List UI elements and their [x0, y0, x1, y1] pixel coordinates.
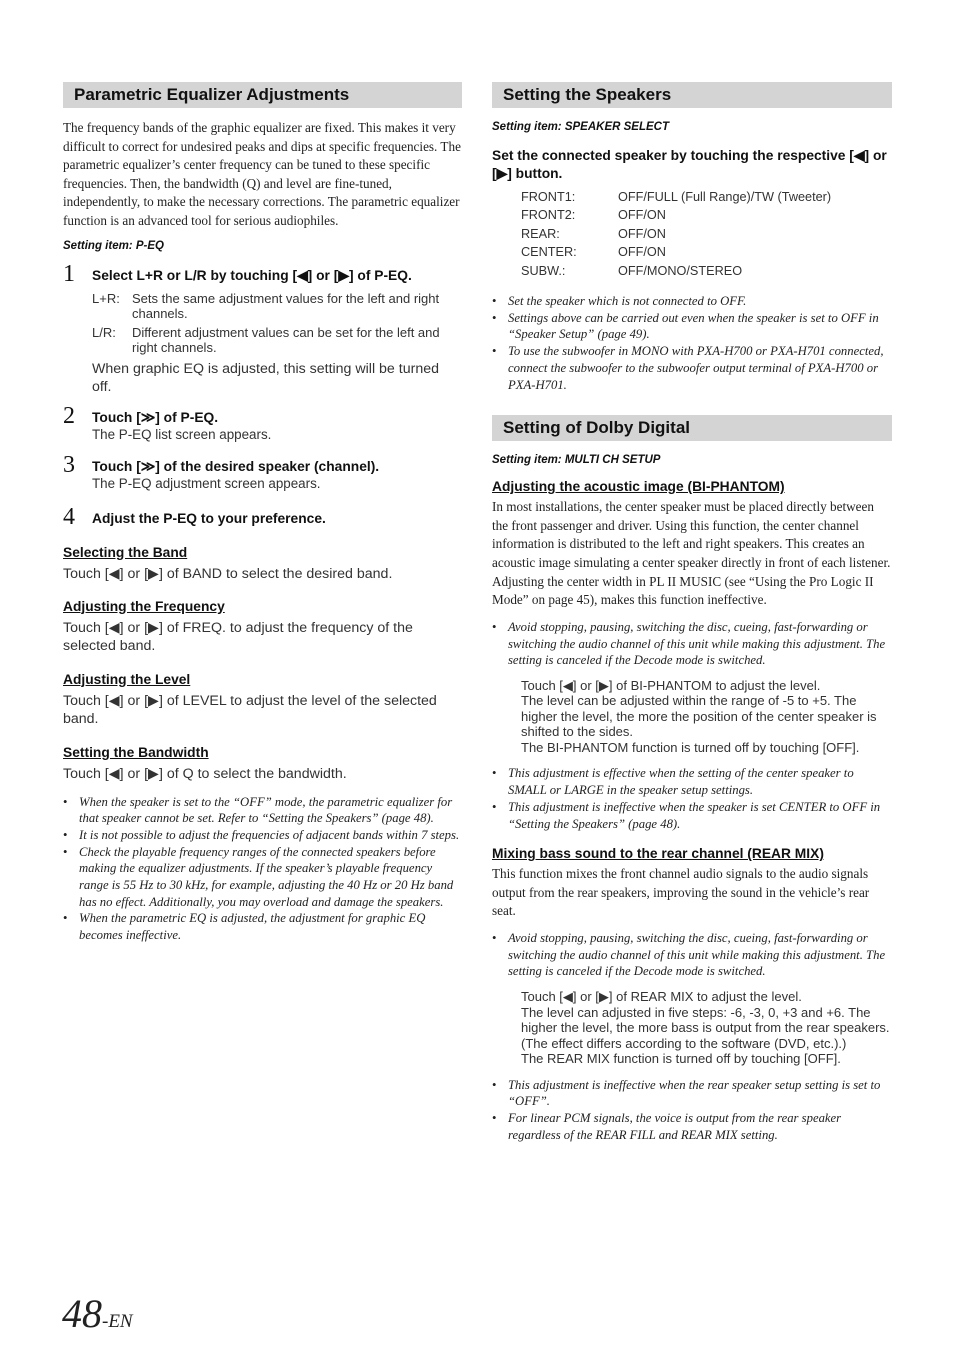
off-text: The REAR MIX function is turned off by touching [OFF].	[521, 1051, 841, 1067]
step-number: 4	[63, 503, 75, 530]
note-item: • It is not possible to adjust the frequencies of adjacent bands within 7 steps.	[63, 827, 462, 844]
left-column	[63, 82, 462, 944]
notes-list	[63, 794, 462, 944]
detail-text: The level can be adjusted within the range of -5 to +5. The higher the level, the more the position of the center speaker is shifted to the sides.	[521, 693, 877, 740]
warning-list	[492, 930, 892, 980]
forward-key: [≫]	[136, 409, 160, 425]
instruction-text: Touch [◀] or [▶] of BI-PHANTOM to adjust the level.	[521, 677, 821, 693]
setting-item-label: Setting item: SPEAKER SELECT	[492, 121, 669, 133]
intro-paragraph: The frequency bands of the graphic equalizer are fixed. This makes it very difficult to correct for undesired peaks and dips at specific frequencies. The parametric equalizer’s center frequency can be tuned to these specific frequencies. Then, the bandwidth (Q) and level are fine-tuned, independently, to make the necessary corrections. The parametric equalizer function is an advanced tool for serious audiophiles.	[63, 120, 461, 228]
note-item: • This adjustment is ineffective when the rear speaker setup setting is set to “OFF”.	[492, 1077, 892, 1110]
speaker-row: FRONT2: OFF/ON	[521, 208, 666, 223]
step-3	[63, 452, 462, 492]
note-item: • Set the speaker which is not connected to OFF.	[492, 293, 892, 310]
speaker-row: SUBW.: OFF/MONO/STEREO	[521, 263, 743, 278]
subheading-bi-phantom: Adjusting the acoustic image (BI-PHANTOM)	[492, 479, 785, 495]
step-detail: The P-EQ list screen appears.	[92, 426, 272, 442]
note-item: • For linear PCM signals, the voice is output from the rear speaker regardless of the REAR FILL and REAR MIX setting.	[492, 1110, 892, 1143]
section-heading-speakers: Setting the Speakers	[492, 82, 892, 108]
right-column	[492, 82, 892, 1143]
detail-text: The level can adjusted in five steps: -6, -3, 0, +3 and +6. The higher the level, the more bass is output from the rear speakers. (The effect differs according to the software (DVD, etc.).)	[521, 1004, 890, 1051]
notes-list	[492, 765, 892, 832]
right-arrow-key: [▶]	[333, 267, 354, 283]
note-item: • When the speaker is set to the “OFF” mode, the parametric equalizer for that speaker cannot be set. Refer to “Setting the Speakers” (page 48).	[63, 794, 462, 827]
note-item: • When the parametric EQ is adjusted, the adjustment for graphic EQ becomes ineffective.	[63, 910, 462, 943]
step-title: Touch [≫] of the desired speaker (channel).	[92, 459, 380, 475]
forward-key: [≫]	[136, 459, 160, 475]
note-item: • This adjustment is effective when the setting of the center speaker to SMALL or LARGE in the speaker setup settings.	[492, 765, 892, 798]
off-key: [OFF]	[804, 1051, 838, 1067]
subheading-frequency: Adjusting the Frequency	[63, 598, 225, 614]
bandwidth-text: Touch [◀] or [▶] of Q to select the bandwidth.	[63, 765, 347, 782]
left-arrow-key: [◀]	[849, 148, 870, 163]
level-text: Touch [◀] or [▶] of LEVEL to adjust the level of the selected band.	[63, 692, 437, 727]
step-number: 1	[63, 260, 75, 287]
setting-item-label: Setting item: MULTI CH SETUP	[492, 454, 661, 467]
off-key: [OFF]	[822, 739, 856, 755]
subheading-bandwidth: Setting the Bandwidth	[63, 744, 209, 760]
bi-phantom-paragraph: In most installations, the center speaker must be placed directly between the front passenger and driver. Using this function, the center channel information is distributed to the left and right speakers. This creates an acoustic image simulating a center speaker directly in front of each listener. Adjusting the center width in PL II MUSIC (see “Using the Pro Logic II Mode” on page 45), makes this function ineffective.	[492, 499, 891, 608]
step-note: When graphic EQ is adjusted, this setting will be turned off.	[92, 360, 439, 395]
off-text: The BI-PHANTOM function is turned off by touching [OFF].	[521, 739, 860, 755]
step-title: Select L+R or L/R by touching [◀] or [▶] of P-EQ.	[92, 267, 412, 283]
step-number: 2	[63, 402, 75, 429]
definition-list	[92, 291, 462, 356]
step-number: 3	[63, 452, 75, 479]
note-item: • Settings above can be carried out even when the speaker is set to OFF in “Speaker Setup” (page 49).	[492, 310, 892, 343]
step-title: Touch [≫] of P-EQ.	[92, 409, 219, 425]
step-2	[63, 402, 462, 443]
speaker-row: FRONT1: OFF/FULL (Full Range)/TW (Tweeter)	[521, 190, 832, 204]
warning-list	[492, 619, 892, 669]
page-number: 48-EN	[62, 1291, 133, 1336]
speaker-instruction: Set the connected speaker by touching the respective [◀] or [▶] button.	[492, 148, 887, 181]
notes-list	[492, 1077, 892, 1144]
note-item: • This adjustment is ineffective when the speaker is set CENTER to OFF in “Setting the Speakers” (page 48).	[492, 799, 892, 832]
rear-mix-paragraph: This function mixes the front channel audio signals to the audio signals output from the rear speakers, improving the sound in the vehicle’s rear seat.	[492, 866, 870, 919]
step-detail: The P-EQ adjustment screen appears.	[92, 476, 321, 492]
band-block	[63, 545, 462, 583]
notes-list	[492, 293, 892, 393]
setting-item-label: Setting item: P-EQ	[63, 239, 164, 252]
left-arrow-key: [◀]	[292, 267, 313, 283]
section-heading-dolby: Setting of Dolby Digital	[492, 415, 892, 441]
speaker-row: REAR: OFF/ON	[521, 226, 666, 241]
right-arrow-key: [▶]	[492, 166, 512, 181]
rear-mix-instructions	[521, 989, 892, 1067]
step-4	[63, 503, 462, 530]
speaker-row: CENTER: OFF/ON	[521, 245, 666, 260]
section-heading-parametric-eq: Parametric Equalizer Adjustments	[63, 82, 462, 108]
step-1	[63, 260, 462, 396]
warning-item: • Avoid stopping, pausing, switching the disc, cueing, fast-forwarding or switching the audio channel of this unit while making this adjustment. The setting is canceled if the Decode mode is switched.	[492, 930, 892, 980]
speaker-table	[521, 188, 892, 280]
frequency-text: Touch [◀] or [▶] of FREQ. to adjust the frequency of the selected band.	[63, 619, 413, 654]
subheading-rear-mix: Mixing bass sound to the rear channel (REAR MIX)	[492, 846, 824, 862]
definition-item: L/R: Different adjustment values can be set for the left and right channels.	[92, 324, 440, 356]
step-title: Adjust the P-EQ to your preference.	[92, 510, 326, 526]
note-item: • To use the subwoofer in MONO with PXA-H700 or PXA-H701 connected, connect the subwoofer to the subwoofer output terminal of PXA-H700 or PXA-H701.	[492, 343, 892, 393]
subheading-band: Selecting the Band	[63, 544, 188, 560]
instruction-text: Touch [◀] or [▶] of REAR MIX to adjust the level.	[521, 989, 802, 1005]
subheading-level: Adjusting the Level	[63, 671, 191, 687]
bi-phantom-instructions	[521, 678, 892, 756]
note-item: • Check the playable frequency ranges of the connected speakers before making the equalizer adjustments. If the speaker’s playable frequency range is 55 Hz to 30 kHz, for example, adjusting the 40 Hz or 20 Hz band has no effect. Additionally, you may overload and damage the speakers.	[63, 844, 462, 911]
warning-item: • Avoid stopping, pausing, switching the disc, cueing, fast-forwarding or switching the audio channel of this unit while making this adjustment. The setting is canceled if the Decode mode is switched.	[492, 619, 892, 669]
definition-item: L+R: Sets the same adjustment values for the left and right channels.	[92, 290, 440, 322]
level-block	[63, 672, 462, 728]
band-text: Touch [◀] or [▶] of BAND to select the desired band.	[63, 565, 393, 582]
frequency-block	[63, 599, 462, 655]
bandwidth-block	[63, 745, 462, 783]
